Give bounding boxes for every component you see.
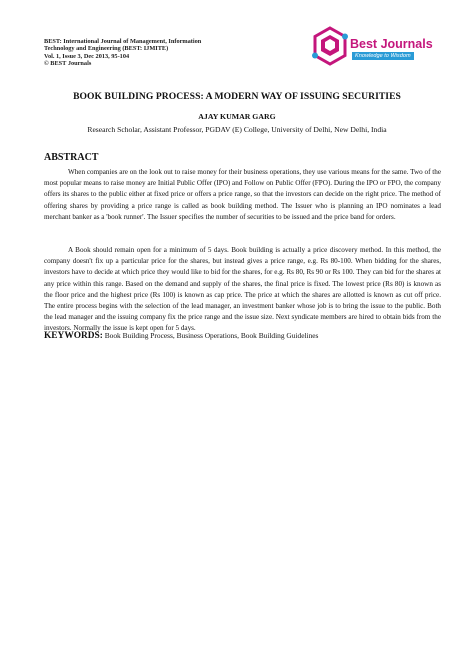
keywords-line <box>44 331 441 341</box>
journal-masthead <box>44 38 274 67</box>
logo-name: Best Journals <box>350 37 433 51</box>
abstract-heading: ABSTRACT <box>44 152 99 163</box>
hexagon-logo-icon <box>312 26 352 70</box>
paper-title: BOOK BUILDING PROCESS: A MODERN WAY OF ISSUING SECURITIES <box>73 91 401 102</box>
masthead-line: BEST: International Journal of Management, Information <box>44 38 202 45</box>
masthead-line: © BEST Journals <box>44 59 92 67</box>
author-name: AJAY KUMAR GARG <box>198 112 276 121</box>
keywords-text: Book Building Process, Business Operations, Book Building Guidelines <box>104 331 319 340</box>
masthead-line: Technology and Engineering (BEST: IJMITE) <box>44 45 169 53</box>
keywords-label: KEYWORDS: <box>44 331 103 341</box>
author-affiliation: Research Scholar, Assistant Professor, PGDAV (E) College, University of Delhi, New Delhi, India <box>87 125 387 134</box>
abstract-paragraph: When companies are on the look out to raise money for their business operations, they use various means for the same. Two of the most popular means to raise money are Initial Public Offer (IPO) and Follow on Public Offer (FPO). During the IPO or FPO, the company offers its shares to the public either at fixed price or offers a price range, so that the investors can decide on the right price. The method of offering shares by providing a price range is called as book building method. The Issuer who is planning an IPO nominates a lead merchant banker as a 'book runner'. The Issuer specifies the number of securities to be issued and the price band for orders. <box>44 168 441 221</box>
abstract-paragraph: A Book should remain open for a minimum of 5 days. Book building is actually a price discovery method. In this method, the company doesn't fix up a particular price for the shares, but instead gives a price range, e.g. Rs 80-100. When bidding for the shares, investors have to decide at which price they would like to bid for the shares, for e.g. Rs 80, Rs 90 or Rs 100. They can bid for the shares at any price within this range. Based on the demand and supply of the shares, the final price is fixed. The lowest price (Rs 80) is known as the floor price and the highest price (Rs 100) is known as cap price. The price at which the shares are allotted is known as cut off price. The entire process begins with the selection of the lead manager, an investment banker whose job is to bring the issue to the public. Both the lead manager and the issuing company fix the price range and the issue size. Next syndicate members are hired to obtain bids from the investors. Normally the issue is kept open for 5 days. <box>44 246 441 333</box>
logo-tagline: Knowledge to Wisdom <box>352 52 414 60</box>
best-journals-logo <box>312 26 436 70</box>
masthead-line: Vol. 1, Issue 3, Dec 2013, 95-104 <box>44 52 130 60</box>
